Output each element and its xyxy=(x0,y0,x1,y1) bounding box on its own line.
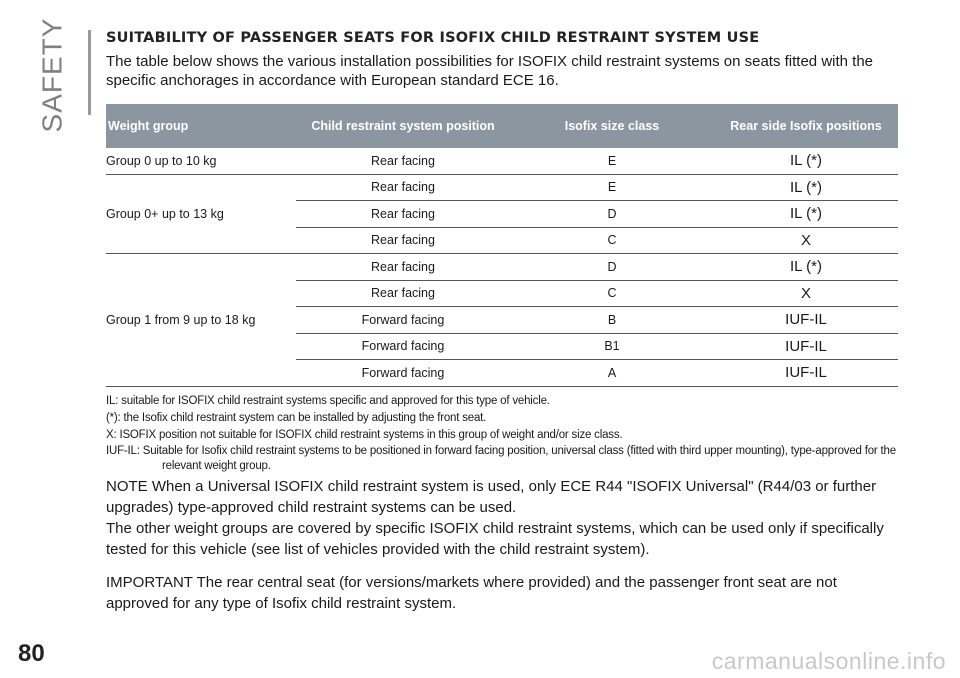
table-header-row xyxy=(106,104,898,148)
section-divider-bar xyxy=(88,30,91,115)
footnote-il: IL: suitable for ISOFIX child restraint systems specific and approved for this type of vehicle. xyxy=(106,394,550,407)
size-class-cell: D xyxy=(510,201,714,228)
size-class-cell: E xyxy=(510,174,714,201)
header-rear-positions: Rear side Isofix positions xyxy=(714,104,898,148)
size-class-cell: C xyxy=(510,227,714,254)
other-groups-paragraph: The other weight groups are covered by specific ISOFIX child restraint systems, which can be used only if specifically tested for this vehicle (see list of vehicles provided with the child restraint system). xyxy=(106,519,884,558)
position-cell: Forward facing xyxy=(296,360,510,387)
weight-group-cell: Group 0 up to 10 kg xyxy=(106,148,296,174)
table-row xyxy=(106,254,898,281)
rear-position-cell: X xyxy=(714,280,898,307)
rear-position-cell: IL (*) xyxy=(714,201,898,228)
header-restraint-position: Child restraint system position xyxy=(296,104,510,148)
intro-paragraph: The table below shows the various installation possibilities for ISOFIX child restraint systems on seats fitted with the specific anchorages in accordance with European standard ECE 16. xyxy=(106,53,874,89)
rear-position-cell: IUF-IL xyxy=(714,360,898,387)
rear-position-cell: IUF-IL xyxy=(714,307,898,334)
weight-group-cell: Group 1 from 9 up to 18 kg xyxy=(106,254,296,387)
note-paragraph: NOTE When a Universal ISOFIX child restraint system is used, only ECE R44 "ISOFIX Universal" (R44/03 or further upgrades) type-approved child restraint systems can be used. xyxy=(106,477,877,516)
footnote-asterisk: (*): the Isofix child restraint system can be installed by adjusting the front seat. xyxy=(106,411,487,424)
position-cell: Rear facing xyxy=(296,201,510,228)
position-cell: Rear facing xyxy=(296,254,510,281)
rear-position-cell: IL (*) xyxy=(714,148,898,174)
position-cell: Forward facing xyxy=(296,307,510,334)
position-cell: Rear facing xyxy=(296,227,510,254)
page-heading: SUITABILITY OF PASSENGER SEATS FOR ISOFIX CHILD RESTRAINT SYSTEM USE xyxy=(106,30,760,46)
rear-position-cell: X xyxy=(714,227,898,254)
size-class-cell: C xyxy=(510,280,714,307)
weight-group-cell: Group 0+ up to 13 kg xyxy=(106,174,296,254)
isofix-suitability-table xyxy=(106,104,898,387)
rear-position-cell: IUF-IL xyxy=(714,333,898,360)
position-cell: Rear facing xyxy=(296,148,510,174)
footnote-iuf-il: IUF-IL: Suitable for Isofix child restraint systems to be positioned in forward facing position, universal class (fitted with third upper mounting), type-approved for the relevant weight group. xyxy=(106,444,896,472)
position-cell: Rear facing xyxy=(296,174,510,201)
size-class-cell: E xyxy=(510,148,714,174)
position-cell: Rear facing xyxy=(296,280,510,307)
table-footnotes xyxy=(106,393,898,474)
table-row xyxy=(106,148,898,174)
section-label xyxy=(22,17,82,133)
important-paragraph: IMPORTANT The rear central seat (for versions/markets where provided) and the passenger front seat are not approved for any type of Isofix child restraint system. xyxy=(106,573,837,612)
page-content xyxy=(106,30,898,614)
size-class-cell: B1 xyxy=(510,333,714,360)
position-cell: Forward facing xyxy=(296,333,510,360)
size-class-cell: D xyxy=(510,254,714,281)
section-label-text: SAFETY xyxy=(36,17,68,133)
body-text xyxy=(106,476,898,614)
size-class-cell: B xyxy=(510,307,714,334)
size-class-cell: A xyxy=(510,360,714,387)
header-weight-group: Weight group xyxy=(106,104,296,148)
header-size-class: Isofix size class xyxy=(510,104,714,148)
rear-position-cell: IL (*) xyxy=(714,174,898,201)
table-row xyxy=(106,174,898,201)
page-number: 80 xyxy=(18,640,45,667)
footnote-x: X: ISOFIX position not suitable for ISOFIX child restraint systems in this group of weight and/or size class. xyxy=(106,428,623,441)
rear-position-cell: IL (*) xyxy=(714,254,898,281)
watermark: carmanualsonline.info xyxy=(711,648,946,674)
